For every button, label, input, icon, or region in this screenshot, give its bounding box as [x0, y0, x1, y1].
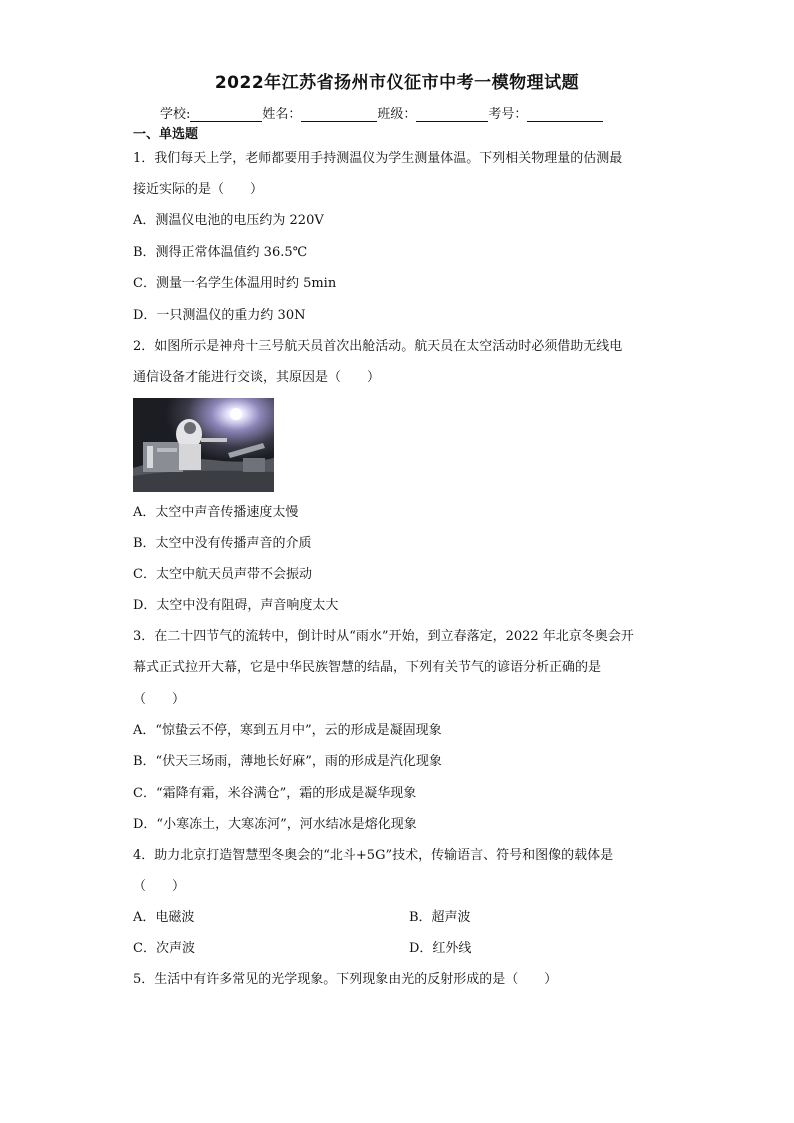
question-3-option-d: D．“小寒冻土，大寒冻河”，河水结冰是熔化现象 [133, 817, 417, 832]
question-3-option-c: C．“霜降有霜，米谷满仓”，霜的形成是凝华现象 [133, 786, 417, 801]
question-1-option-a: A．测温仪电池的电压约为 220V [133, 213, 324, 228]
question-4-option-a: A．电磁波 [133, 910, 195, 925]
question-1-option-b: B．测得正常体温值约 36.5℃ [133, 245, 308, 260]
question-4-stem-line-1: 4．助力北京打造智慧型冬奥会的“北斗+5G”技术，传输语言、符号和图像的载体是 [133, 848, 614, 863]
question-5-stem-line-1: 5．生活中有许多常见的光学现象。下列现象由光的反射形成的是（ ） [133, 972, 558, 987]
question-3-stem-line-1: 3．在二十四节气的流转中，倒计时从“雨水”开始，到立春落定，2022 年北京冬奥会开 [133, 629, 634, 644]
question-1-stem-line-1: 1．我们每天上学，老师都要用手持测温仪为学生测量体温。下列相关物理量的估测最 [133, 151, 623, 166]
school-label: 学校: [160, 107, 191, 122]
page-title: 2022年江苏省扬州市仪征市中考一模物理试题 [214, 73, 580, 93]
question-2-option-c: C．太空中航天员声带不会振动 [133, 567, 312, 582]
question-4-option-c: C．次声波 [133, 941, 195, 956]
question-4-option-d: D．红外线 [409, 941, 472, 956]
question-2-option-b: B．太空中没有传播声音的介质 [133, 536, 312, 551]
question-3-stem-line-3: （ ） [133, 692, 186, 707]
exam-number-label: 考号： [488, 107, 528, 122]
exam-number-blank[interactable] [527, 107, 603, 122]
question-2-stem-line-1: 2．如图所示是神舟十三号航天员首次出舱活动。航天员在太空活动时必须借助无线电 [133, 339, 623, 354]
question-4-stem-line-2: （ ） [133, 879, 186, 894]
question-3-option-b: B．“伏天三场雨，薄地长好麻”，雨的形成是汽化现象 [133, 754, 442, 769]
astronaut-spacewalk-photo [133, 398, 274, 492]
question-1-option-d: D．一只测温仪的重力约 30N [133, 308, 306, 323]
question-2-stem-line-2: 通信设备才能进行交谈，其原因是（ ） [133, 370, 381, 385]
question-3-stem-line-2: 幕式正式拉开大幕，它是中华民族智慧的结晶，下列有关节气的谚语分析正确的是 [133, 660, 602, 675]
question-1-stem-line-2: 接近实际的是（ ） [133, 182, 264, 197]
student-info-row [160, 103, 603, 122]
question-2-option-a: A．太空中声音传播速度太慢 [133, 505, 299, 520]
question-1-option-c: C．测量一名学生体温用时约 5min [133, 276, 337, 291]
class-blank[interactable] [416, 107, 488, 122]
section-heading: 一、单选题 [133, 127, 199, 142]
question-2-option-d: D．太空中没有阻碍，声音响度太大 [133, 598, 339, 613]
school-blank[interactable] [190, 107, 262, 122]
class-label: 班级： [377, 107, 417, 122]
question-3-option-a: A．“惊蛰云不停，寒到五月中”，云的形成是凝固现象 [133, 723, 442, 738]
question-4-option-b: B．超声波 [409, 910, 471, 925]
name-label: 姓名： [262, 107, 302, 122]
name-blank[interactable] [301, 107, 377, 122]
